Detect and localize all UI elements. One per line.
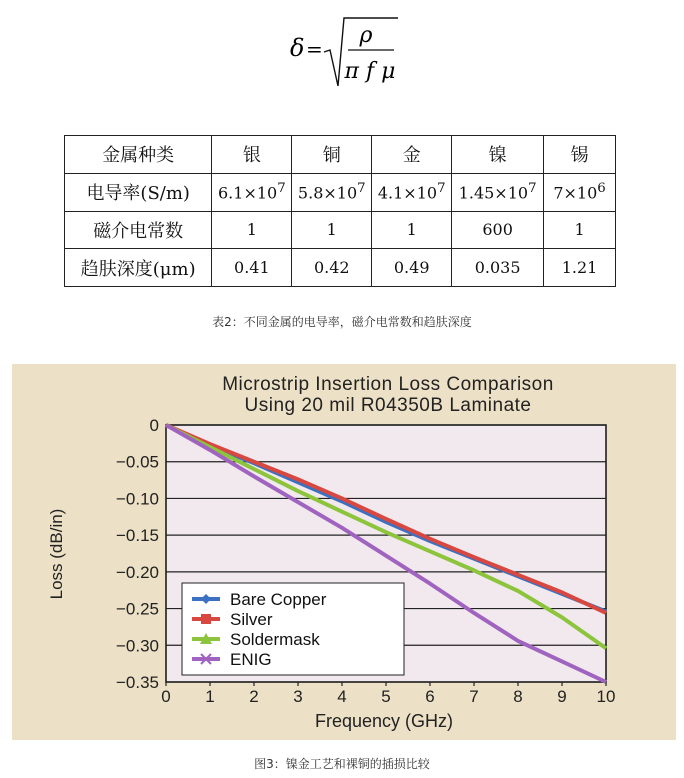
table-row	[65, 173, 616, 211]
table-cell: 1	[212, 211, 292, 249]
table-header-cell: 镍	[452, 136, 544, 174]
table-cell: 0.42	[292, 249, 372, 287]
table-row	[65, 249, 616, 287]
table-header-cell: 金	[372, 136, 452, 174]
table-cell: 1	[292, 211, 372, 249]
formula-numerator: ρ	[359, 23, 373, 48]
x-tick-label: 6	[425, 687, 435, 706]
table-cell: 1	[544, 211, 616, 249]
chart-title-line1: Microstrip Insertion Loss Comparison	[222, 374, 554, 395]
row-label: 磁介电常数	[65, 211, 212, 249]
x-tick-label: 3	[293, 687, 303, 706]
x-tick-label: 1	[205, 687, 215, 706]
insertion-loss-chart	[12, 364, 676, 740]
chart-title-line2: Using 20 mil R04350B Laminate	[244, 395, 532, 416]
row-label: 趋肤深度(μm)	[65, 249, 212, 287]
table-cell: 0.49	[372, 249, 452, 287]
y-axis-label: Loss (dB/in)	[47, 508, 66, 600]
table-cell: $1.45\times 10^7$	[452, 173, 544, 211]
y-tick-label: −0.25	[115, 599, 159, 619]
x-tick-label: 7	[469, 687, 479, 706]
legend-marker	[201, 614, 211, 624]
metal-properties-table	[64, 135, 616, 287]
figure-caption: 图3：镍金工艺和裸铜的插损比较	[254, 757, 430, 771]
table-cell: 0.035	[452, 249, 544, 287]
y-tick-label: −0.05	[115, 452, 159, 472]
formula-denominator: π f μ	[344, 59, 396, 84]
table-row	[65, 211, 616, 249]
table-header-cell: 银	[212, 136, 292, 174]
table-cell: $7\times 10^6$	[544, 173, 616, 211]
legend-label: ENIG	[230, 650, 272, 669]
row-label: 电导率(S/m)	[65, 173, 212, 211]
x-tick-label: 4	[337, 687, 347, 706]
legend-label: Bare Copper	[230, 590, 327, 609]
y-tick-label: −0.10	[115, 489, 159, 509]
chart-svg	[12, 364, 676, 740]
x-tick-label: 8	[513, 687, 523, 706]
table-cell: 0.41	[212, 249, 292, 287]
table-cell: $6.1\times 10^7$	[212, 173, 292, 211]
formula-equals: =	[306, 37, 323, 61]
y-tick-label: 0	[149, 416, 159, 435]
legend-label: Soldermask	[230, 630, 320, 649]
chart-legend	[182, 583, 404, 675]
table-caption: 表2：不同金属的电导率，磁介电常数和趋肤深度	[212, 315, 472, 329]
x-tick-label: 9	[557, 687, 567, 706]
x-tick-label: 5	[381, 687, 391, 706]
x-axis-label: Frequency (GHz)	[314, 711, 454, 731]
x-tick-label: 10	[596, 687, 616, 706]
table-cell: $5.8\times 10^7$	[292, 173, 372, 211]
y-tick-label: −0.30	[115, 636, 159, 656]
table-cell: 1	[372, 211, 452, 249]
y-tick-label: −0.35	[115, 673, 159, 692]
table-header-cell: 金属种类	[65, 136, 212, 174]
table-header-cell: 铜	[292, 136, 372, 174]
table-cell: 1.21	[544, 249, 616, 287]
table-header-cell: 锡	[544, 136, 616, 174]
formula-lhs: δ	[290, 34, 305, 62]
y-tick-label: −0.15	[115, 526, 159, 546]
x-tick-label: 2	[249, 687, 259, 706]
table-cell: $4.1\times 10^7$	[372, 173, 452, 211]
x-tick-label: 0	[161, 687, 171, 706]
table-cell: 600	[452, 211, 544, 249]
y-tick-label: −0.20	[115, 562, 159, 582]
table-header-row	[65, 136, 616, 174]
skin-depth-formula	[270, 6, 420, 90]
legend-label: Silver	[230, 610, 273, 629]
